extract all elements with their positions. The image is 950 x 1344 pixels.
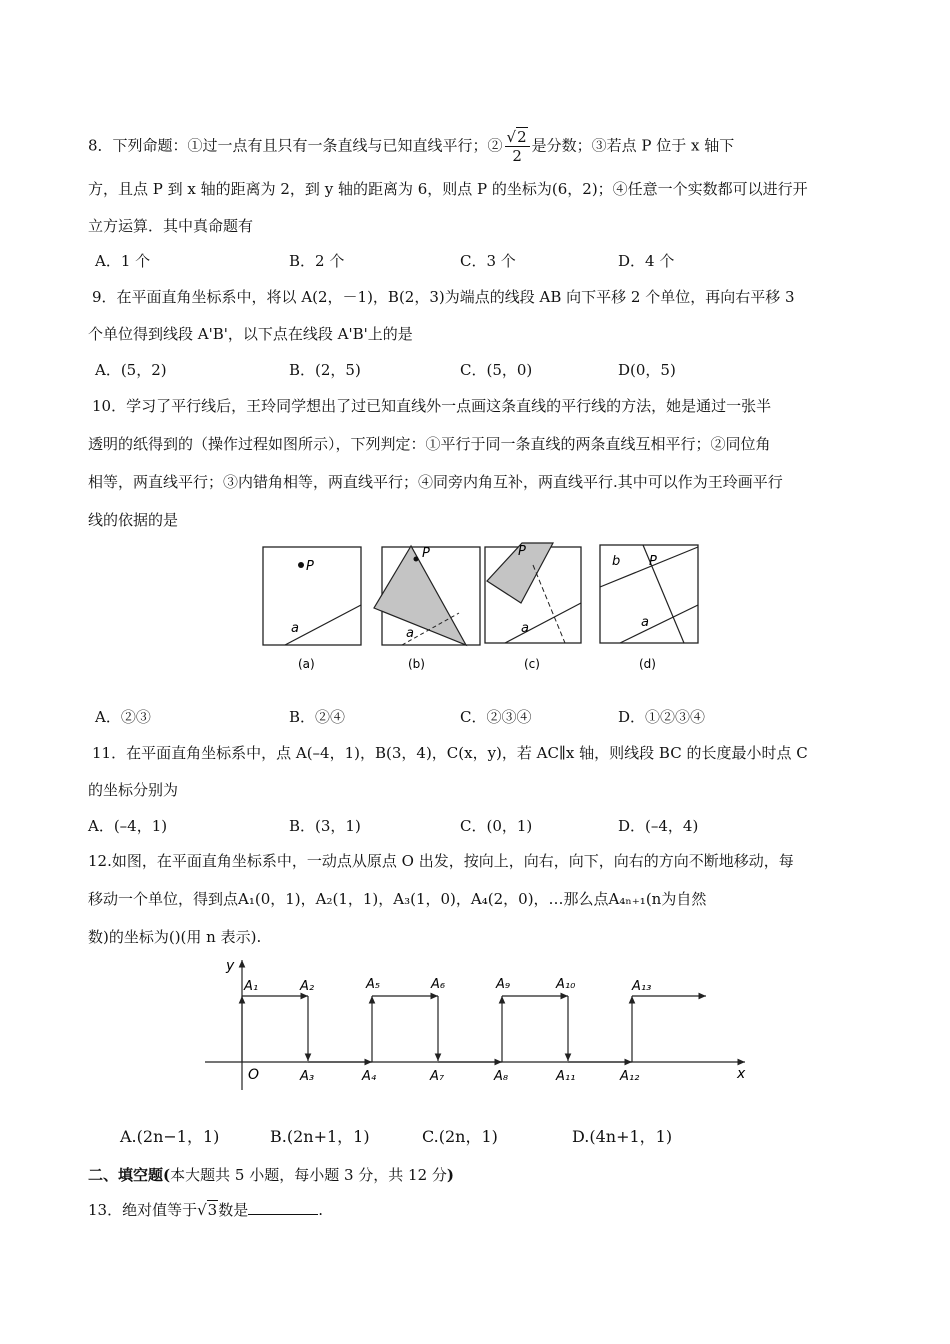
- sqrt3: √3: [197, 1201, 218, 1219]
- q13-suffix: 数是: [218, 1201, 249, 1219]
- q9-option-a: A．(5，2): [95, 361, 167, 379]
- q8-option-c: C．3 个: [460, 252, 516, 270]
- q13-prefix: 13．绝对值等于: [88, 1201, 198, 1219]
- figure-b-point-label: P: [422, 546, 430, 561]
- figure-c-caption: (c): [524, 657, 540, 671]
- q12-line3: 数)的坐标为()(用 n 表示).: [88, 928, 262, 946]
- figure-d: [600, 545, 698, 671]
- q8-part2: 是分数；③若点 P 位于 x 轴下: [531, 136, 735, 155]
- q13-answer-blank[interactable]: [248, 1200, 318, 1215]
- q12-option-a: A.(2n−1，1): [120, 1127, 220, 1146]
- origin-label: O: [248, 1067, 260, 1083]
- q10-option-b: B．②④: [289, 708, 346, 726]
- label-a9: A₉: [496, 977, 511, 992]
- figure-c-line-label: a: [521, 621, 529, 636]
- q11-option-b: B．(3，1): [289, 817, 361, 835]
- q11-option-a: A．(–4，1): [88, 817, 168, 835]
- q10-line2: 透明的纸得到的（操作过程如图所示），下列判定：①平行于同一条直线的两条直线互相平行；②同位角: [88, 435, 771, 453]
- q11-option-d: D．(–4，4): [618, 817, 699, 835]
- label-a5: A₅: [366, 977, 381, 992]
- q12-line1: 12.如图，在平面直角坐标系中，一动点从原点 O 出发，按向上，向右，向下，向右的方向不断地移动，每: [88, 852, 794, 870]
- q11-line1: 11．在平面直角坐标系中，点 A(–4，1)，B(3，4)，C(x，y)，若 AC∥x 轴，则线段 BC 的长度最小时点 C: [92, 744, 808, 762]
- figure-c-point-label: P: [518, 544, 526, 559]
- q8-part1: 8．下列命题：①过一点有且只有一条直线与已知直线平行；②: [88, 136, 503, 155]
- q8-option-a: A．1 个: [95, 252, 151, 270]
- q13-end: .: [318, 1201, 323, 1219]
- section2-heading: [88, 1165, 454, 1185]
- label-a11: A₁₁: [556, 1069, 576, 1084]
- label-a4: A₄: [362, 1069, 377, 1084]
- figure-a-line-label: a: [291, 621, 299, 636]
- q10-line3: 相等，两直线平行；③内错角相等，两直线平行；④同旁内角互补，两直线平行.其中可以作为王玲画平行: [88, 473, 783, 491]
- label-a13: A₁₃: [632, 979, 652, 994]
- section2-close: ): [446, 1166, 455, 1184]
- q8-line3: 立方运算．其中真命题有: [88, 217, 254, 235]
- q12-line2: 移动一个单位，得到点A₁(0，1)，A₂(1，1)，A₃(1，0)，A₄(2，0)，…那么点A₄ₙ₊₁(n为自然: [88, 890, 707, 908]
- label-a12: A₁₂: [620, 1069, 640, 1084]
- label-a1: A₁: [244, 979, 259, 994]
- q13-line: [88, 1200, 323, 1220]
- q10-option-d: D．①②③④: [618, 708, 706, 726]
- figure-a-point-label: P: [306, 559, 314, 574]
- figure-d-line-b-label: b: [612, 554, 621, 569]
- figure-d-line-a-label: a: [641, 615, 649, 630]
- section2-title: 二、填空题(: [88, 1166, 171, 1184]
- q8-option-d: D．4 个: [618, 252, 675, 270]
- figure-c: [485, 543, 581, 671]
- q9-option-d: D(0，5): [618, 361, 676, 379]
- label-a3: A₃: [300, 1069, 315, 1084]
- q9-option-b: B．(2，5): [289, 361, 361, 379]
- label-a8: A₈: [494, 1069, 509, 1084]
- figure-b-line-label: a: [406, 626, 414, 641]
- q9-line1: 9．在平面直角坐标系中，将以 A(2，－1)，B(2，3)为端点的线段 AB 向下平移 2 个单位，再向右平移 3: [92, 288, 795, 306]
- q10-line4: 线的依据的是: [88, 511, 179, 529]
- figure-a-caption: (a): [298, 657, 315, 671]
- label-a6: A₆: [431, 977, 446, 992]
- q9-option-c: C．(5，0): [460, 361, 533, 379]
- q12-option-c: C.(2n，1): [422, 1127, 498, 1146]
- figure-d-caption: (d): [639, 657, 656, 671]
- sqrt2-over-2-fraction: $\frac{√2}{2}$: [505, 128, 530, 165]
- figure-d-point-label: P: [649, 554, 657, 569]
- label-a10: A₁₀: [556, 977, 576, 992]
- figure-b-caption: (b): [408, 657, 425, 671]
- label-a7: A₇: [430, 1069, 445, 1084]
- q11-option-c: C．(0，1): [460, 817, 533, 835]
- q10-figures: [0, 535, 950, 685]
- figure-b: [374, 546, 480, 671]
- q8-line1: [88, 128, 734, 165]
- q12-option-b: B.(2n+1，1): [270, 1127, 370, 1146]
- q12-graph: [0, 952, 950, 1092]
- q11-line2: 的坐标分别为: [88, 781, 179, 799]
- figure-a: [263, 547, 361, 671]
- q12-option-d: D.(4n+1，1): [572, 1127, 673, 1146]
- q10-line1: 10．学习了平行线后，王玲同学想出了过已知直线外一点画这条直线的平行线的方法，她是通过一张半: [92, 397, 772, 415]
- q8-option-b: B．2 个: [289, 252, 345, 270]
- x-axis-label: x: [737, 1066, 746, 1082]
- q10-option-c: C．②③④: [460, 708, 532, 726]
- y-axis-label: y: [226, 958, 235, 974]
- section2-detail: 本大题共 5 小题，每小题 3 分，共 12 分: [170, 1166, 447, 1184]
- q9-line2: 个单位得到线段 A'B'，以下点在线段 A'B'上的是: [88, 325, 413, 343]
- q10-option-a: A．②③: [95, 708, 151, 726]
- q8-line2: 方，且点 P 到 x 轴的距离为 2，到 y 轴的距离为 6，则点 P 的坐标为(6，2)；④任意一个实数都可以进行开: [88, 180, 808, 198]
- label-a2: A₂: [300, 979, 315, 994]
